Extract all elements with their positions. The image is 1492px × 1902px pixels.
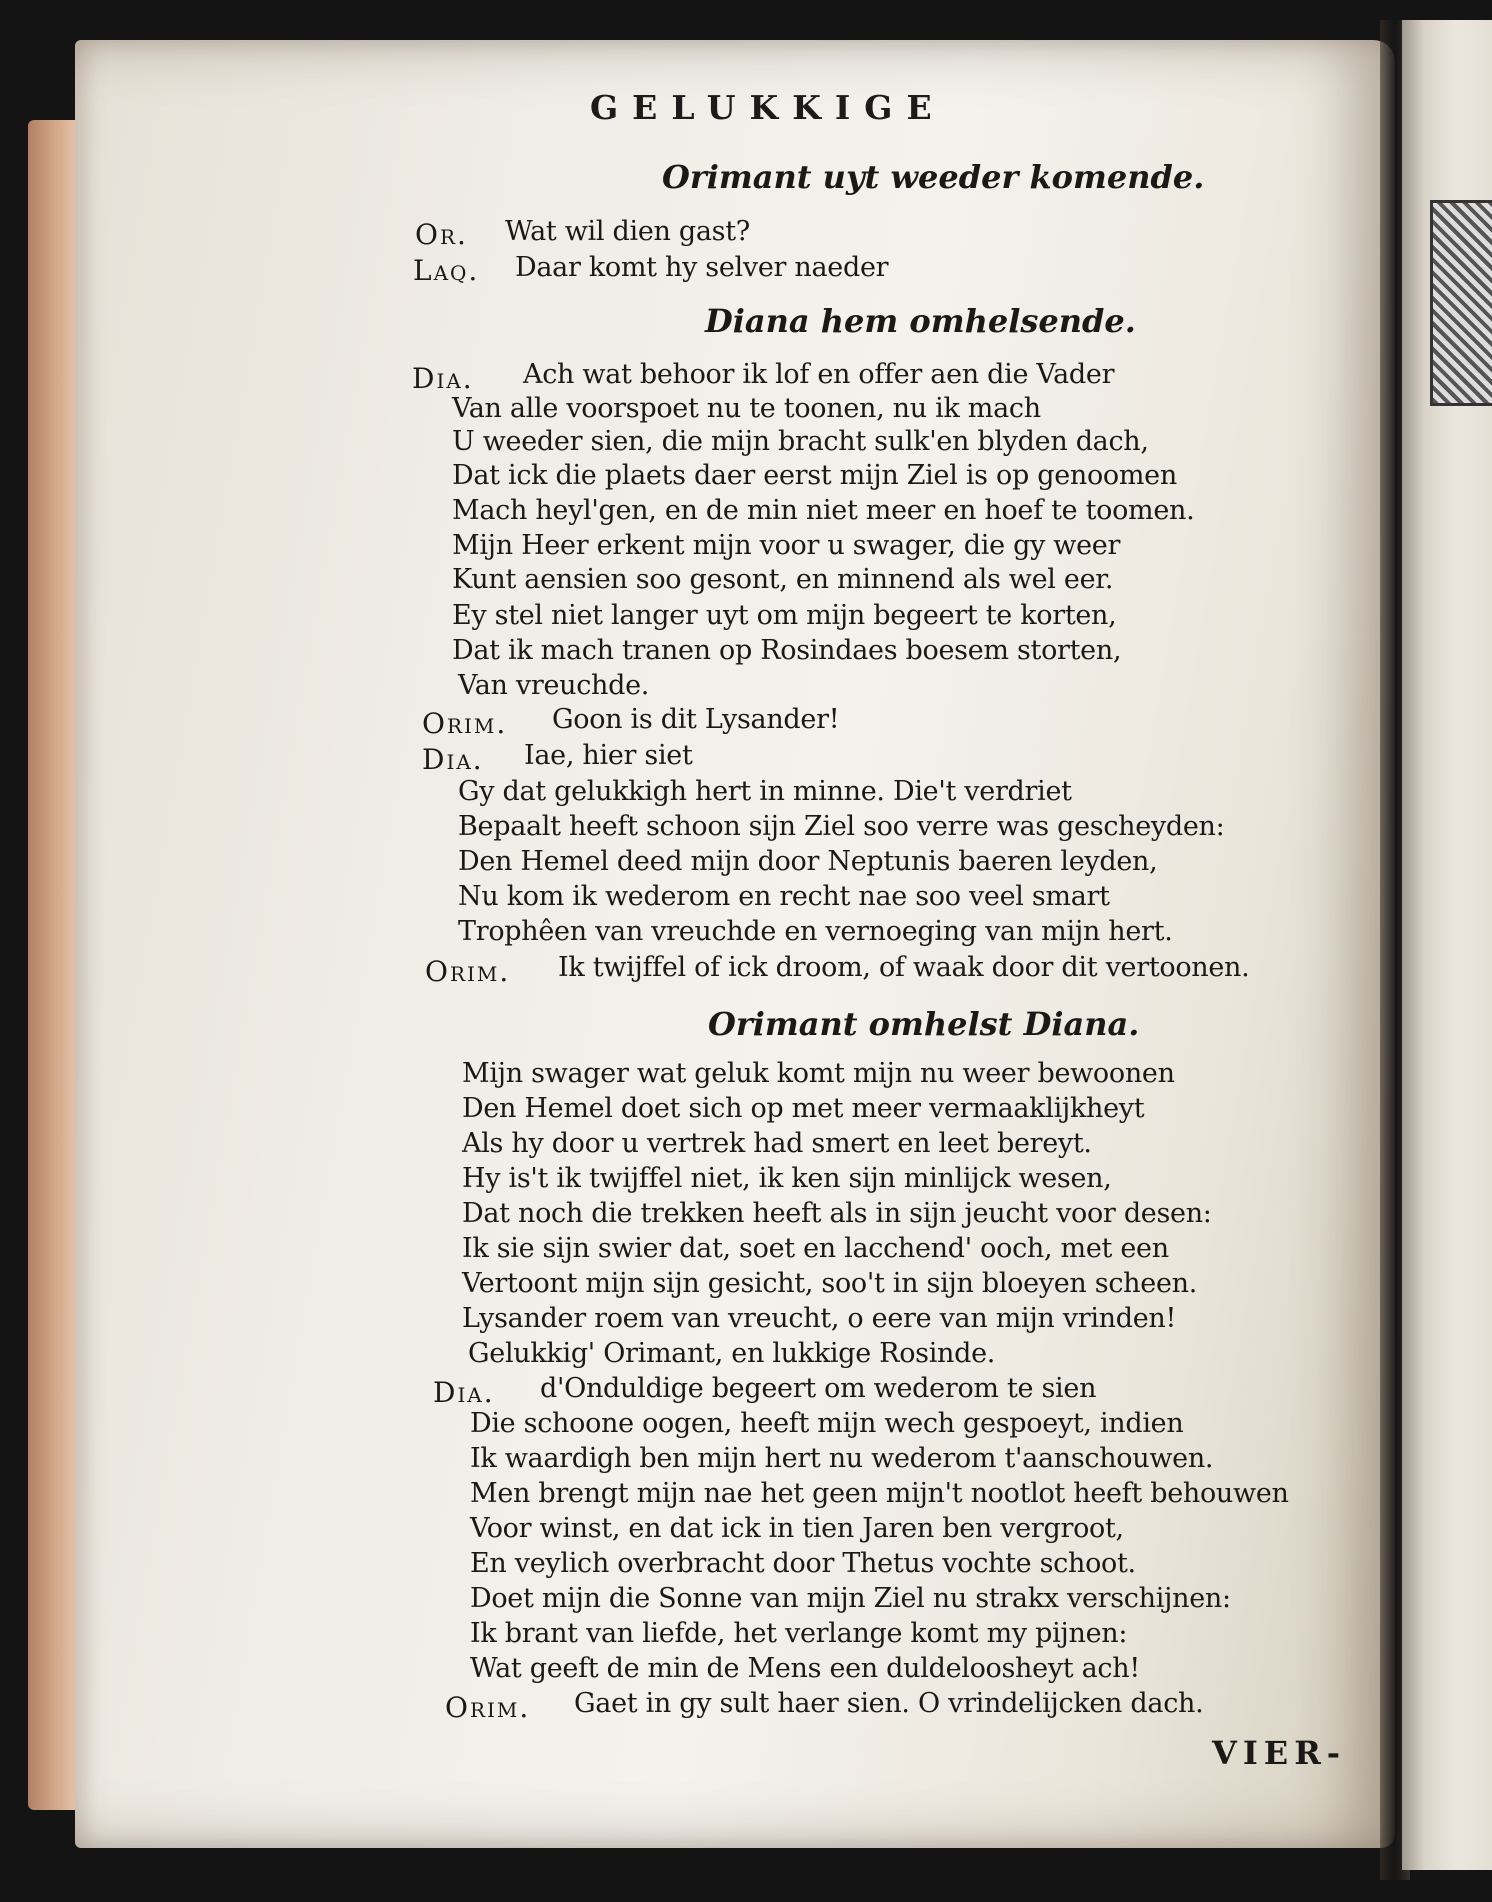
stage-direction: Orimant omhelst Diana. [708,1005,1140,1043]
verse-line: Ik twijffel of ick droom, of waak door dit vertoonen. [558,952,1250,983]
speaker-label: Or. [415,218,468,251]
speaker-label: Orim. [445,1691,531,1724]
verse-line: U weeder sien, die mijn bracht sulk'en blyden dach, [452,426,1149,457]
verse-line: Mijn Heer erkent mijn voor u swager, die gy weer [452,530,1121,561]
verse-line: Lysander roem van vreucht, o eere van mijn vrinden! [462,1303,1177,1334]
verse-line: Van alle voorspoet nu te toonen, nu ik mach [452,393,1041,424]
verse-line: Daar komt hy selver naeder [515,252,889,283]
verse-line: Men brengt mijn nae het geen mijn't nootlot heeft behouwen [470,1478,1289,1509]
speaker-label: Orim. [425,955,511,988]
verse-line: Gaet in gy sult haer sien. O vrindelijcken dach. [574,1688,1204,1719]
verse-line: Ik brant van liefde, het verlange komt my pijnen: [470,1618,1128,1649]
verse-line: Als hy door u vertrek had smert en leet bereyt. [462,1128,1092,1159]
verse-line: Gelukkig' Orimant, en lukkige Rosinde. [468,1338,996,1369]
verse-line: Ik waardigh ben mijn hert nu wederom t'aanschouwen. [470,1443,1214,1474]
stage-direction: Orimant uyt weeder komende. [662,158,1205,196]
ornamental-initial-image [1430,200,1492,406]
verse-line: Hy is't ik twijffel niet, ik ken sijn minlijck wesen, [462,1163,1112,1194]
verse-line: Kunt aensien soo gesont, en minnend als wel eer. [452,564,1114,595]
verse-line: Ik sie sijn swier dat, soet en lacchend' ooch, met een [462,1233,1169,1264]
verse-line: En veylich overbracht door Thetus vochte schoot. [470,1548,1136,1579]
speaker-label: Dia. [422,743,484,776]
verse-line: Dat ik mach tranen op Rosindaes boesem storten, [452,635,1122,666]
verse-line: Wat wil dien gast? [505,216,750,247]
verse-line: Trophêen van vreuchde en vernoeging van mijn hert. [458,916,1173,947]
verse-line: Dat ick die plaets daer eerst mijn Ziel is op genoomen [452,460,1177,491]
verse-line: Mach heyl'gen, en de min niet meer en hoef te toomen. [452,495,1195,526]
verse-line: Doet mijn die Sonne van mijn Ziel nu strakx verschijnen: [470,1583,1231,1614]
verse-line: Mijn swager wat geluk komt mijn nu weer bewoonen [462,1058,1175,1089]
verse-line: Iae, hier siet [524,740,693,771]
speaker-label: Laq. [413,254,480,287]
verse-line: Voor winst, en dat ick in tien Jaren ben vergroot, [470,1513,1124,1544]
speaker-label: Dia. [412,362,474,395]
speaker-label: Dia. [433,1376,495,1409]
verse-line: Van vreuchde. [458,670,650,701]
verse-line: d'Onduldige begeert om wederom te sien [540,1373,1097,1404]
running-header: GELUKKIGE [590,88,946,127]
verse-line: Gy dat gelukkigh hert in minne. Die't verdriet [458,776,1072,807]
verse-line: Dat noch die trekken heeft als in sijn jeucht voor desen: [462,1198,1212,1229]
verse-line: Vertoont mijn sijn gesicht, soo't in sijn bloeyen scheen. [462,1268,1197,1299]
verse-line: Die schoone oogen, heeft mijn wech gespoeyt, indien [470,1408,1184,1439]
verse-line: Goon is dit Lysander! [552,704,840,735]
verse-line: Den Hemel doet sich op met meer vermaaklijkheyt [462,1093,1145,1124]
catchword: VIER- [1212,1734,1347,1772]
verse-line: Nu kom ik wederom en recht nae soo veel smart [458,881,1110,912]
verse-line: Ach wat behoor ik lof en offer aen die Vader [523,359,1115,390]
verse-line: Bepaalt heeft schoon sijn Ziel soo verre was gescheyden: [458,811,1225,842]
verse-line: Wat geeft de min de Mens een duldeloosheyt ach! [470,1653,1140,1684]
stage-direction: Diana hem omhelsende. [705,302,1136,340]
speaker-label: Orim. [422,707,508,740]
verse-line: Den Hemel deed mijn door Neptunis baeren leyden, [458,846,1158,877]
verse-line: Ey stel niet langer uyt om mijn begeert te korten, [452,600,1117,631]
